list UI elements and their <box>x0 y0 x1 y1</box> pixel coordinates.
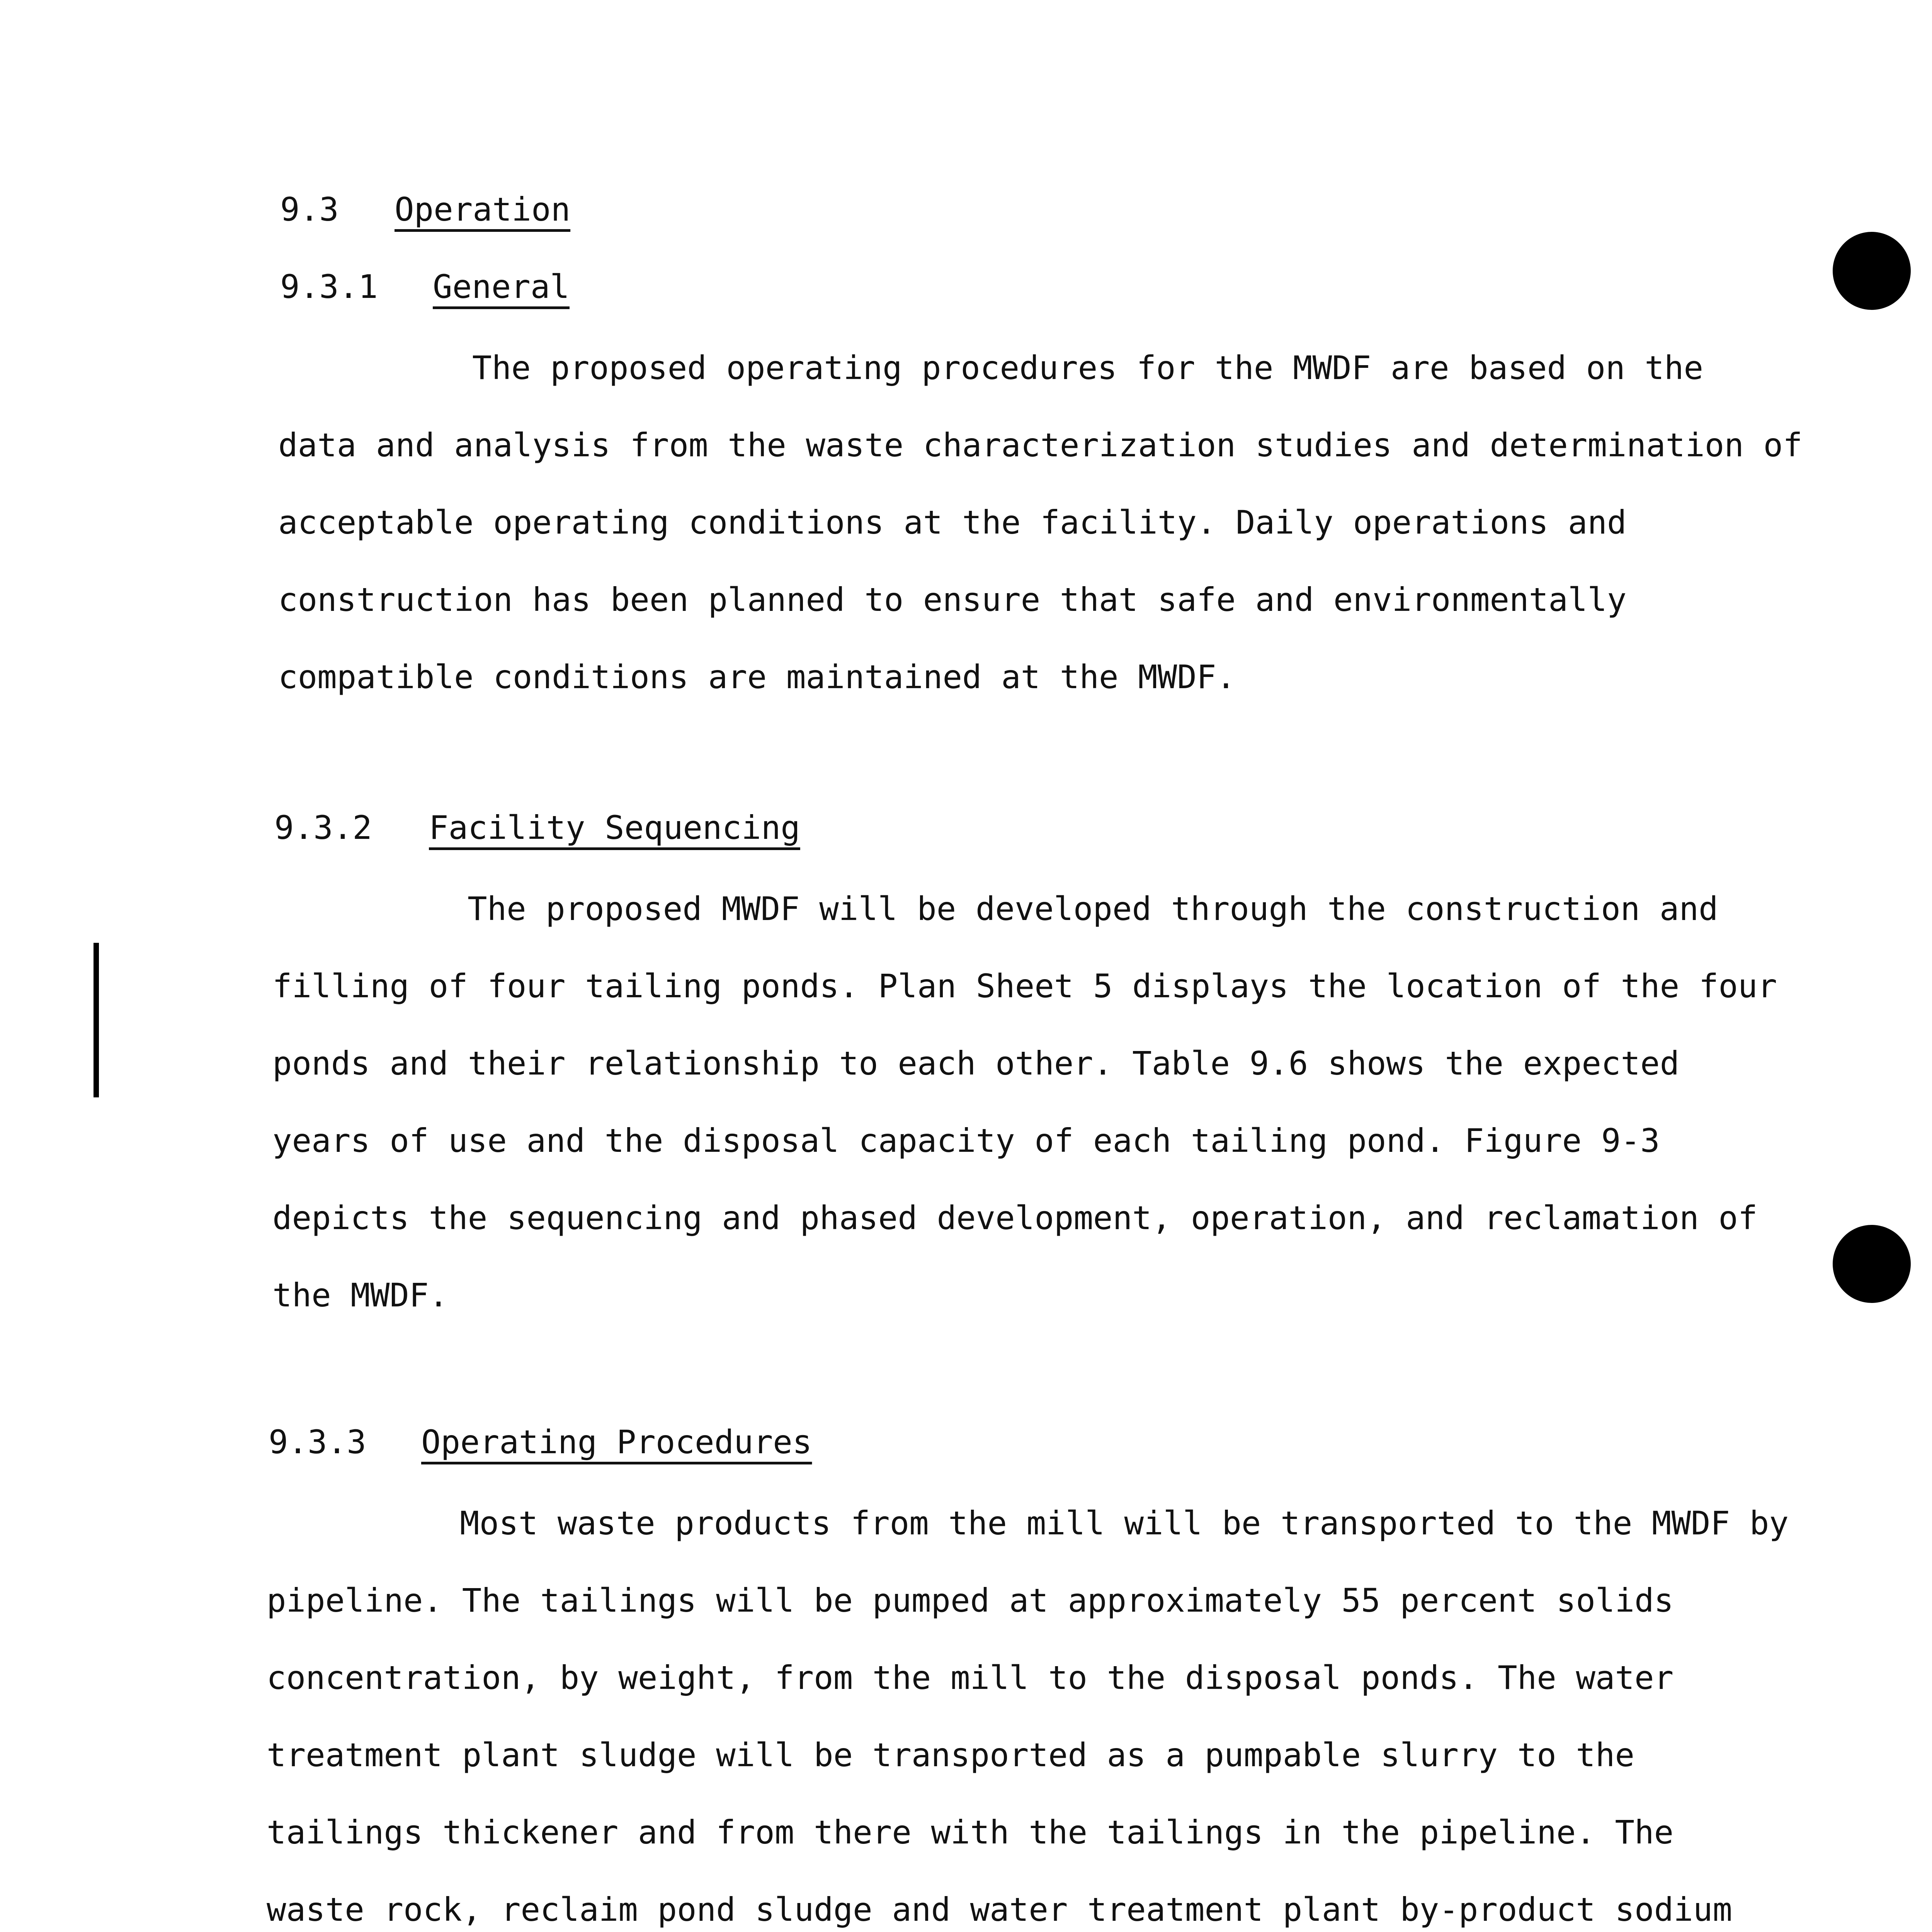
section-number: 9.3.3 <box>269 1423 366 1461</box>
paragraph-line: compatible conditions are maintained at the MWDF. <box>278 658 1236 696</box>
revision-change-bar <box>94 943 99 1097</box>
paragraph-line: pipeline. The tailings will be pumped at approximately 55 percent solids <box>267 1582 1674 1619</box>
section-heading-9-3-2 <box>274 809 800 847</box>
paragraph-line: ponds and their relationship to each other. Table 9.6 shows the expected <box>272 1044 1680 1082</box>
paragraph-line: waste rock, reclaim pond sludge and water treatment plant by-product sodium <box>267 1891 1732 1929</box>
section-title: Facility Sequencing <box>429 809 800 847</box>
section-number: 9.3.1 <box>280 268 378 306</box>
punch-hole-top <box>1833 232 1911 310</box>
paragraph-line: acceptable operating conditions at the facility. Daily operations and <box>278 503 1627 541</box>
section-title: Operating Procedures <box>421 1423 812 1461</box>
paragraph-line: years of use and the disposal capacity of each tailing pond. Figure 9-3 <box>272 1122 1660 1160</box>
paragraph-line: construction has been planned to ensure that safe and environmentally <box>278 581 1627 619</box>
section-heading-9-3-3 <box>269 1423 812 1461</box>
section-number: 9.3.2 <box>274 809 372 847</box>
punch-hole-middle <box>1833 1225 1911 1303</box>
paragraph-line: treatment plant sludge will be transported as a pumpable slurry to the <box>267 1736 1635 1774</box>
section-title: Operation <box>395 190 571 228</box>
section-heading-9-3-1 <box>280 268 570 306</box>
paragraph-line: The proposed MWDF will be developed through the construction and <box>468 890 1718 928</box>
paragraph-line: depicts the sequencing and phased development, operation, and reclamation of <box>272 1199 1758 1237</box>
section-number: 9.3 <box>280 190 339 228</box>
paragraph-line: The proposed operating procedures for the MWDF are based on the <box>472 349 1704 387</box>
section-heading-9-3 <box>280 190 571 228</box>
paragraph-line: tailings thickener and from there with the tailings in the pipeline. The <box>267 1813 1674 1851</box>
paragraph-line: the MWDF. <box>272 1276 449 1314</box>
section-title: General <box>433 268 570 306</box>
paragraph-line: filling of four tailing ponds. Plan Sheet 5 displays the location of the four <box>272 967 1777 1005</box>
paragraph-line: Most waste products from the mill will be transported to the MWDF by <box>460 1504 1789 1542</box>
paragraph-line: data and analysis from the waste characterization studies and determination of <box>278 426 1803 464</box>
paragraph-line: concentration, by weight, from the mill to the disposal ponds. The water <box>267 1659 1674 1697</box>
